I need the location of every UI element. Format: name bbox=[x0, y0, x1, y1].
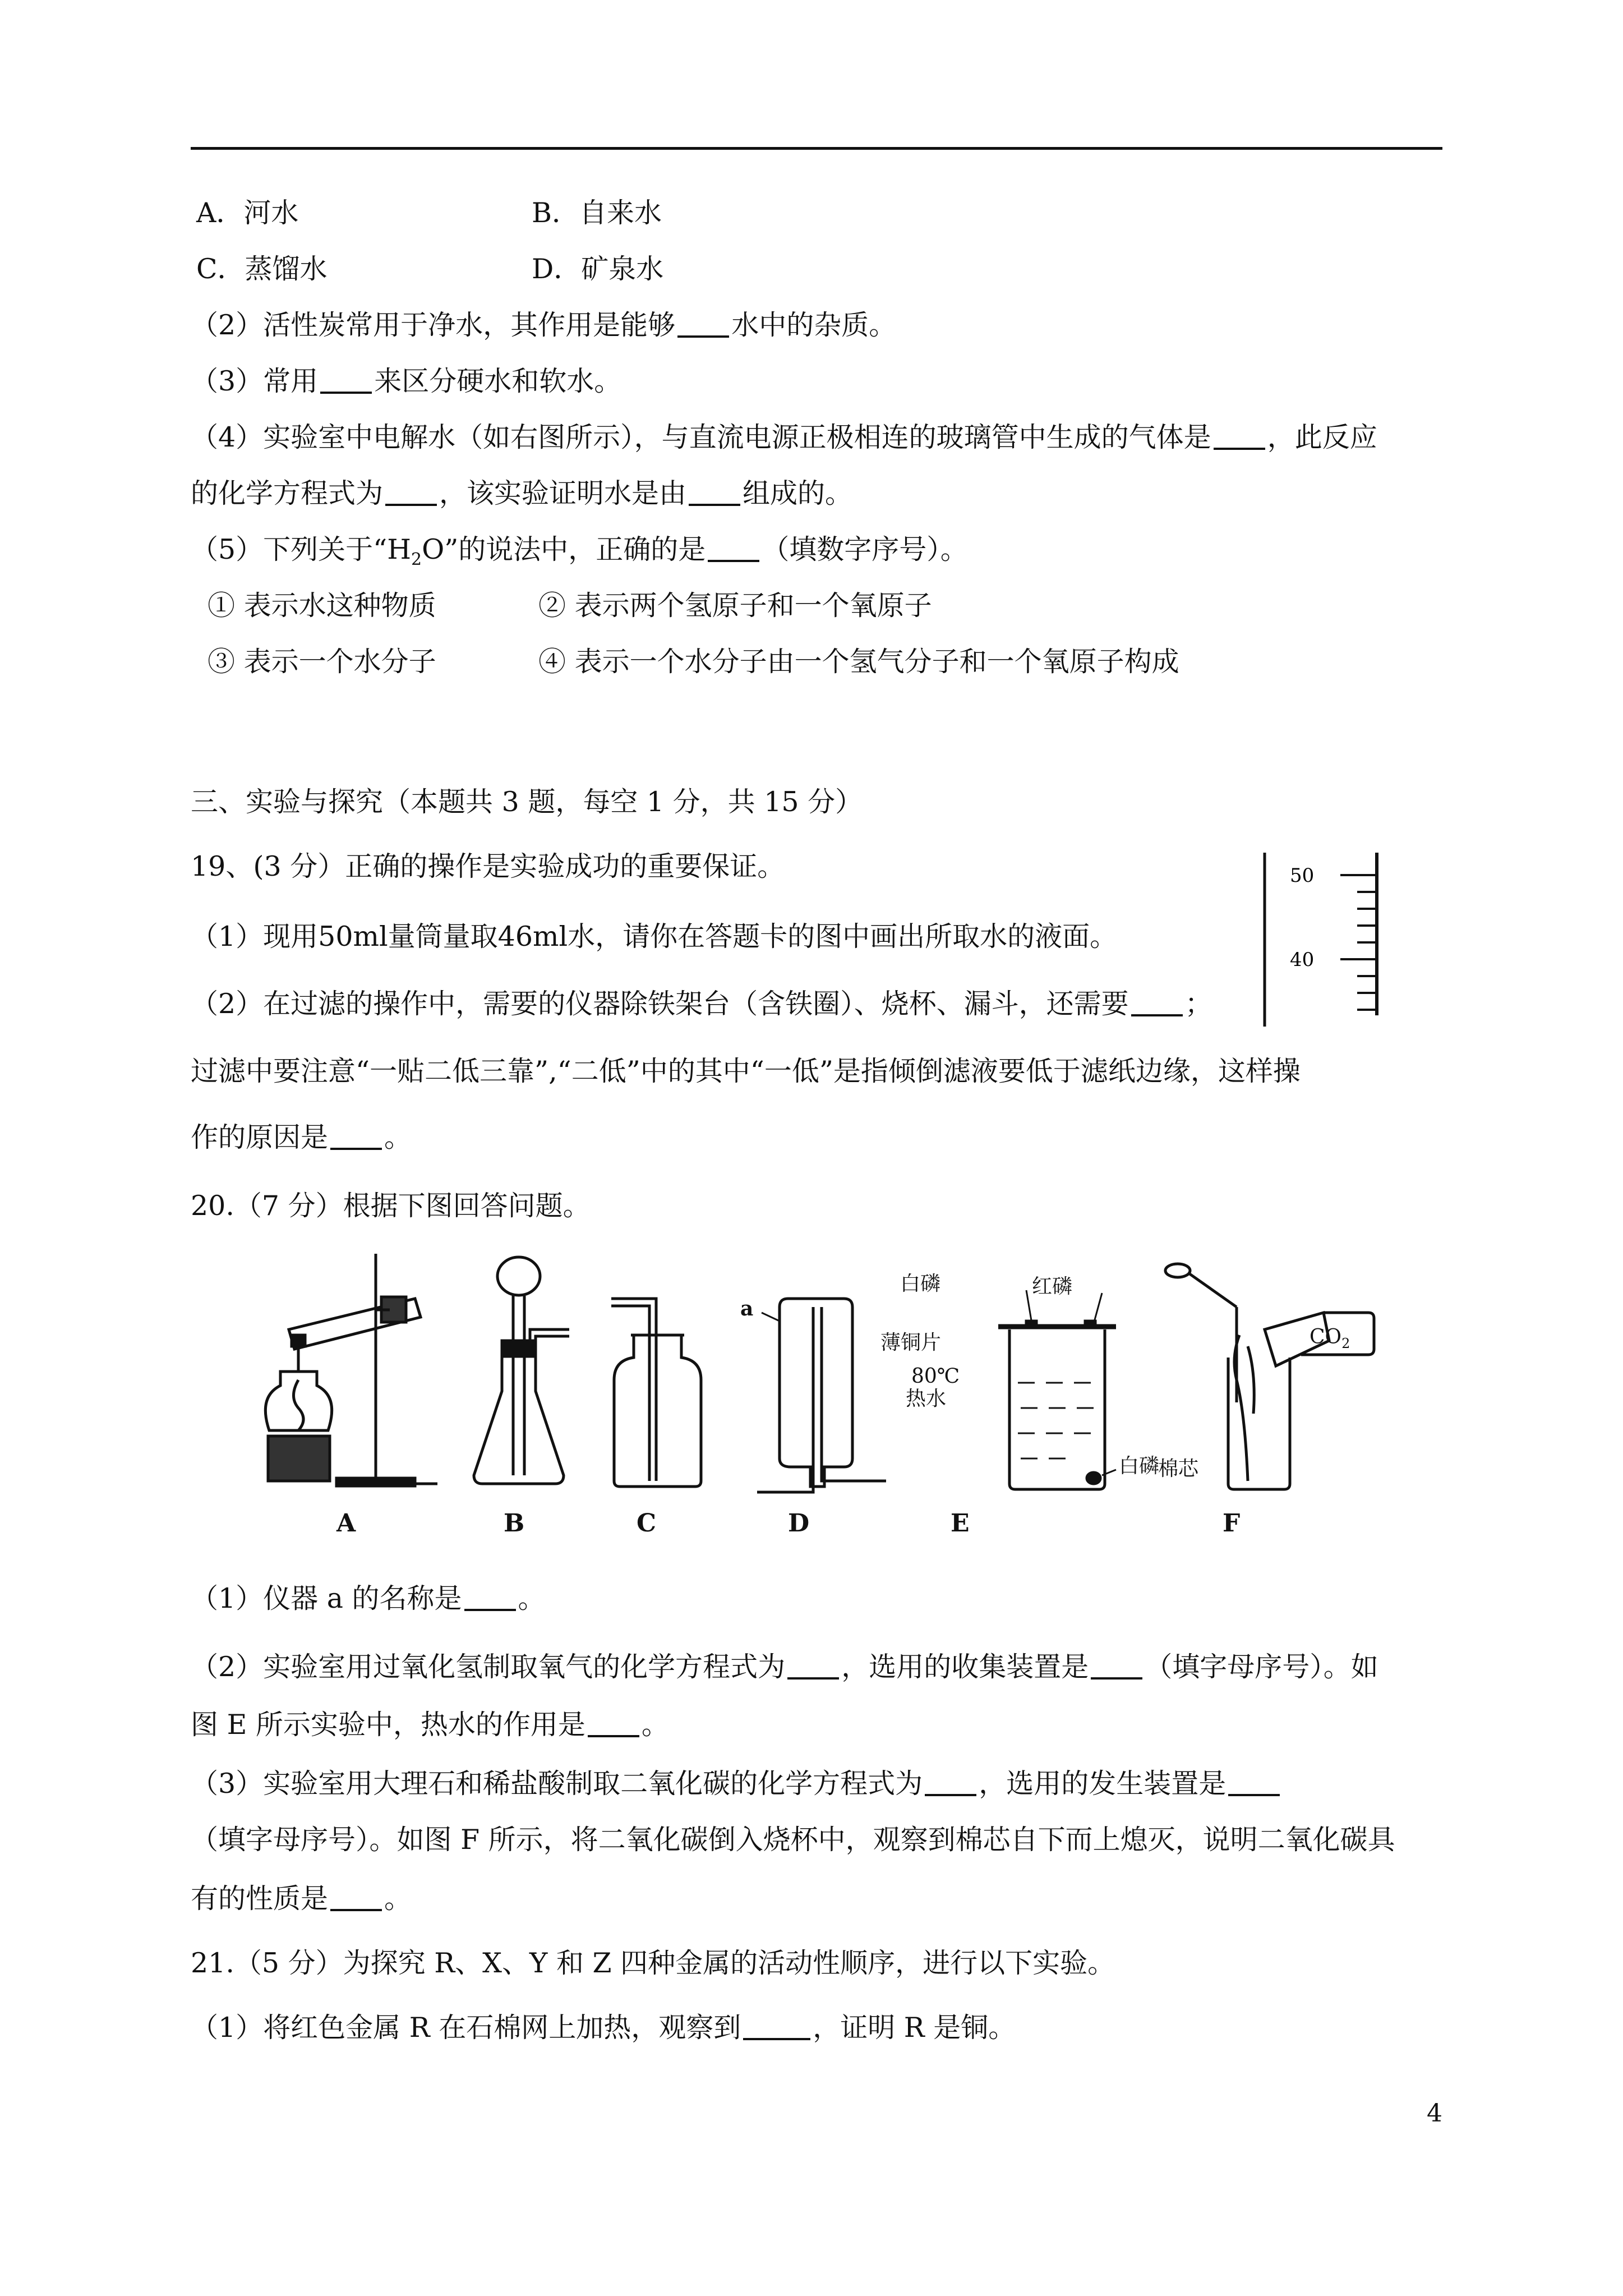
q21-part1: （1）将红色金属 R 在石棉网上加热，观察到 ，证明 R 是铜。 bbox=[191, 2012, 1016, 2044]
apparatus-f bbox=[1165, 1264, 1374, 1489]
cylinder-label-50: 50 bbox=[1290, 864, 1315, 887]
label-f: F bbox=[1223, 1509, 1241, 1537]
option-b: B．自来水 bbox=[532, 197, 662, 229]
label-d: D bbox=[788, 1509, 810, 1537]
apparatus-e bbox=[998, 1290, 1116, 1489]
answer-blank bbox=[708, 535, 759, 562]
answer-blank bbox=[385, 479, 437, 506]
label-a: A bbox=[336, 1509, 356, 1537]
statement-3: ③ 表示一个水分子 bbox=[208, 646, 436, 678]
q19-part3-cont: 作的原因是 。 bbox=[191, 1121, 412, 1153]
answer-blank bbox=[320, 367, 372, 394]
answer-blank bbox=[743, 2013, 810, 2040]
answer-blank bbox=[677, 311, 729, 338]
answer-blank bbox=[1131, 990, 1183, 1016]
label-hot-water: 热水 bbox=[906, 1387, 947, 1410]
measuring-cylinder-figure bbox=[1256, 841, 1396, 1032]
answer-blank bbox=[330, 1884, 382, 1911]
answer-blank bbox=[330, 1123, 382, 1150]
statement-2: ② 表示两个氢原子和一个氧原子 bbox=[538, 590, 932, 622]
answer-blank bbox=[464, 1584, 516, 1611]
q20-title: 20.（7 分）根据下图回答问题。 bbox=[191, 1190, 591, 1222]
answer-blank bbox=[689, 479, 740, 506]
label-co2: $CO_2$ bbox=[1310, 1326, 1350, 1351]
cylinder-label-40: 40 bbox=[1290, 949, 1315, 971]
q19-part1: （1）现用50ml量筒量取46ml水，请你在答题卡的图中画出所取水的液面。 bbox=[191, 921, 1118, 953]
label-temperature: 80℃ bbox=[911, 1365, 960, 1388]
q19-part2: （2）在过滤的操作中，需要的仪器除铁架台（含铁圈）、烧杯、漏斗，还需要 ； bbox=[191, 988, 1212, 1020]
option-a: A．河水 bbox=[196, 197, 299, 229]
q20-part2: （2）实验室用过氧化氢制取氧气的化学方程式为 ，选用的收集装置是 （填字母序号）。如 bbox=[191, 1651, 1378, 1683]
apparatus-b bbox=[474, 1257, 569, 1484]
apparatus-figure bbox=[247, 1245, 1424, 1537]
statement-1: ① 表示水这种物质 bbox=[208, 590, 436, 622]
q18-part2: （2）活性炭常用于净水，其作用是能够 水中的杂质。 bbox=[191, 309, 897, 341]
q18-part4-cont: 的化学方程式为 ，该实验证明水是由 组成的。 bbox=[191, 477, 853, 509]
answer-blank bbox=[588, 1710, 639, 1737]
label-copper-plate: 薄铜片 bbox=[880, 1331, 942, 1354]
label-white-phosphorus-bottom: 白磷 bbox=[1119, 1455, 1160, 1478]
apparatus-a bbox=[265, 1254, 437, 1486]
q21-title: 21.（5 分）为探究 R、X、Y 和 Z 四种金属的活动性顺序，进行以下实验。 bbox=[191, 1947, 1115, 1979]
q20-part3-end: 有的性质是 。 bbox=[191, 1883, 412, 1915]
q20-part2-cont: 图 E 所示实验中，热水的作用是 。 bbox=[191, 1709, 669, 1741]
page-number: 4 bbox=[1427, 2099, 1442, 2128]
answer-blank bbox=[1214, 423, 1265, 450]
option-d: D．矿泉水 bbox=[532, 253, 664, 285]
option-c: C．蒸馏水 bbox=[196, 253, 328, 285]
answer-blank bbox=[1228, 1769, 1280, 1796]
q18-part3: （3）常用 来区分硬水和软水。 bbox=[191, 365, 622, 397]
statement-4: ④ 表示一个水分子由一个氢气分子和一个氧原子构成 bbox=[538, 646, 1179, 678]
q20-part3: （3）实验室用大理石和稀盐酸制取二氧化碳的化学方程式为 ，选用的发生装置是 bbox=[191, 1767, 1282, 1801]
label-e: E bbox=[951, 1509, 970, 1537]
apparatus-d bbox=[757, 1299, 886, 1492]
header-rule bbox=[191, 147, 1442, 150]
label-wick: 棉芯 bbox=[1158, 1457, 1199, 1480]
q18-part5: （5）下列关于“$H_2O$”的说法中，正确的是 （填数字序号）。 bbox=[191, 533, 968, 569]
q19-title: 19、(3 分）正确的操作是实验成功的重要保证。 bbox=[191, 850, 785, 882]
q19-part3: 过滤中要注意“一贴二低三靠”,“二低”中的其中“一低”是指倾倒滤液要低于滤纸边缘，这样操 bbox=[191, 1055, 1301, 1087]
q18-part4: （4）实验室中电解水（如右图所示），与直流电源正极相连的玻璃管中生成的气体是 ，此反应 bbox=[191, 421, 1377, 453]
q20-part1: （1）仪器 a 的名称是 。 bbox=[191, 1582, 546, 1614]
label-b: B bbox=[504, 1509, 525, 1537]
section-heading: 三、实验与探究（本题共 3 题，每空 1 分，共 15 分） bbox=[191, 786, 863, 818]
answer-blank bbox=[1091, 1653, 1142, 1680]
apparatus-c bbox=[611, 1299, 701, 1487]
label-c: C bbox=[637, 1509, 657, 1537]
answer-blank bbox=[925, 1769, 976, 1796]
label-instrument-a: a bbox=[740, 1297, 754, 1320]
q20-part3-cont: （填字母序号）。如图 F 所示，将二氧化碳倒入烧杯中，观察到棉芯自下而上熄灭，说明二氧化碳具 bbox=[191, 1824, 1395, 1856]
label-white-phosphorus-top: 白磷 bbox=[900, 1272, 941, 1295]
answer-blank bbox=[787, 1653, 839, 1680]
label-red-phosphorus: 红磷 bbox=[1032, 1275, 1073, 1298]
